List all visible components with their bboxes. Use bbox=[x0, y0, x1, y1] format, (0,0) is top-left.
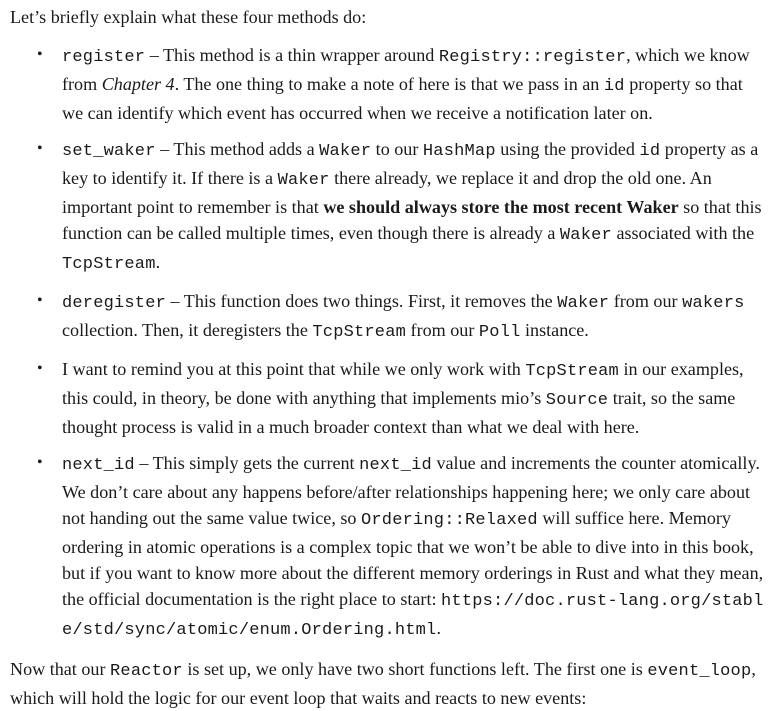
text-run: from our bbox=[406, 320, 479, 340]
inline-code: Source bbox=[545, 391, 609, 410]
text-run: – This function does two things. First, it removes the bbox=[166, 291, 558, 311]
text-run: – This method is a thin wrapper around bbox=[145, 45, 439, 65]
text-run: to our bbox=[371, 139, 423, 159]
inline-code: TcpStream bbox=[62, 255, 156, 274]
text-run: , which will hold the logic for our event loop that waits and reacts to new events: bbox=[10, 659, 756, 708]
inline-code: TcpStream bbox=[525, 362, 619, 381]
text-run: . The one thing to make a note of here is that we pass in an bbox=[174, 74, 604, 94]
text-run: – This simply gets the current bbox=[134, 453, 360, 473]
inline-code: Waker bbox=[319, 142, 372, 161]
list-item-set-waker bbox=[10, 136, 765, 278]
inline-code: id bbox=[639, 142, 661, 161]
bullet-icon: • bbox=[37, 292, 43, 309]
text-run: so that this function can be called multiple times, even though there is already a bbox=[62, 197, 762, 243]
inline-code: Reactor bbox=[110, 662, 183, 681]
text-run: from our bbox=[609, 291, 683, 311]
text-run: collection. Then, it deregisters the bbox=[62, 320, 313, 340]
text-run: , which we know from bbox=[62, 45, 750, 94]
inline-code: set_waker bbox=[62, 142, 156, 161]
text-run: is set up, we only have two short functions left. The first one is bbox=[182, 659, 648, 679]
inline-code: Ordering::Relaxed bbox=[360, 511, 538, 530]
bullet-icon: • bbox=[37, 360, 43, 377]
inline-code: wakers bbox=[682, 294, 745, 313]
text-run: there already, we replace it and drop the old one. An important point to remember is that bbox=[62, 168, 712, 217]
text-run: . bbox=[155, 252, 161, 272]
outro-paragraph bbox=[10, 656, 765, 711]
text-run: Now that our bbox=[10, 659, 111, 679]
inline-code: event_loop bbox=[647, 662, 752, 681]
text-run: instance. bbox=[520, 320, 589, 340]
text-run: associated with the bbox=[611, 223, 755, 243]
list-item-register bbox=[10, 42, 765, 126]
text-run: – This method adds a bbox=[155, 139, 320, 159]
list-item-reminder bbox=[10, 356, 765, 440]
inline-code: register bbox=[62, 48, 146, 67]
text-run: mio bbox=[501, 388, 530, 408]
text-run: using the provided bbox=[495, 139, 640, 159]
bullet-icon: • bbox=[37, 140, 43, 157]
method-list bbox=[10, 42, 765, 644]
inline-code: HashMap bbox=[422, 142, 496, 161]
bullet-icon: • bbox=[37, 46, 43, 63]
inline-code: Poll bbox=[478, 323, 521, 342]
documentation-link[interactable]: https://doc.rust-lang.org/stable/std/sync/atomic/enum.Ordering.html bbox=[62, 592, 764, 640]
inline-code: Waker bbox=[277, 171, 330, 190]
inline-code: TcpStream bbox=[312, 323, 407, 342]
text-run: I want to remind you at this point that while we only work with bbox=[62, 359, 526, 379]
emphasis-bold: we should always store the most recent Waker bbox=[323, 197, 679, 217]
inline-code: id bbox=[603, 77, 625, 96]
inline-code: Registry::register bbox=[438, 48, 627, 67]
text-run: in our examples, this could, in theory, be done with anything that implements bbox=[62, 359, 744, 408]
inline-code: deregister bbox=[62, 294, 167, 313]
inline-code: Waker bbox=[559, 226, 612, 245]
text-run: trait, so the same thought process is valid in a much broader context than what we deal with here. bbox=[62, 388, 736, 437]
list-item-next-id bbox=[10, 450, 765, 644]
text-run: property so that we can identify which event has occurred when we receive a notification later on. bbox=[62, 74, 743, 123]
text-run: will suffice here. Memory ordering in atomic operations is a complex topic that we won’t be able to dive into in this book, but if you want to know more about the different memory orderings in Rust and what they mean, the official documentation is the right place to start: bbox=[62, 508, 764, 609]
text-run: value and increments the counter atomically. We don’t care about any happens before/after relationships happening here; we only care about not handing out the same value twice, so bbox=[62, 453, 760, 528]
inline-code: next_id bbox=[359, 456, 432, 475]
inline-code: next_id bbox=[62, 456, 135, 475]
list-item-deregister bbox=[10, 288, 765, 346]
text-run: ’s bbox=[529, 388, 546, 408]
inline-code: Waker bbox=[557, 294, 610, 313]
intro-paragraph: Let’s briefly explain what these four methods do: bbox=[10, 7, 367, 27]
text-run: property as a key to identify it. If there is a bbox=[62, 139, 759, 188]
chapter-reference: Chapter 4 bbox=[101, 74, 175, 94]
text-run: . bbox=[436, 618, 441, 638]
bullet-icon: • bbox=[37, 454, 43, 471]
